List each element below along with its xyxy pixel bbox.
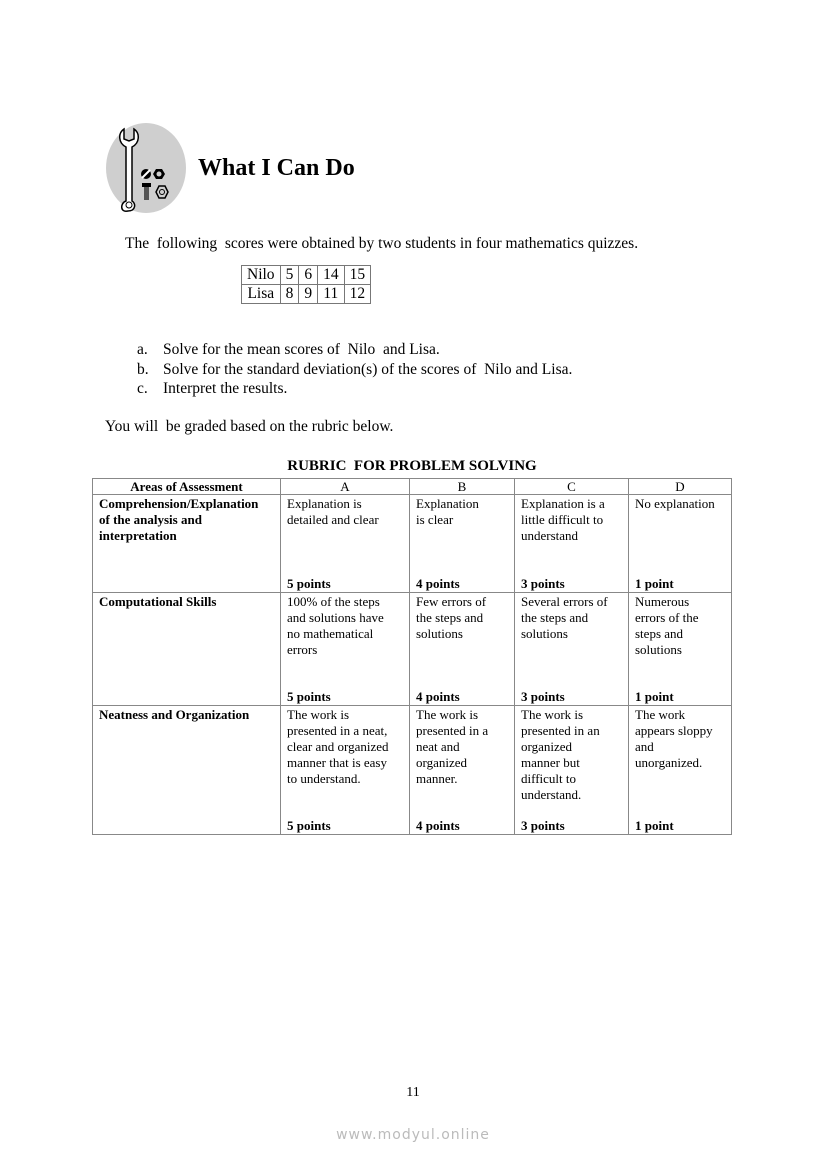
intro-text: The following scores were obtained by two students in four mathematics quizzes. bbox=[125, 235, 639, 252]
list-letter: c. bbox=[137, 380, 148, 397]
task-text: Solve for the standard deviation(s) of the scores of Nilo and Lisa. bbox=[163, 360, 573, 378]
criteria-text: The work appears sloppy and unorganized. bbox=[635, 707, 713, 770]
criteria-text: Numerous errors of the steps and solutions bbox=[635, 594, 699, 657]
points-label: 5 points bbox=[287, 576, 331, 591]
points-label: 1 point bbox=[635, 689, 674, 704]
list-item bbox=[137, 360, 572, 380]
score-cell: 5 bbox=[280, 266, 299, 285]
assessment-area: Computational Skills bbox=[93, 593, 281, 706]
points-label: 5 points bbox=[287, 818, 331, 833]
rubric-cell bbox=[281, 706, 410, 835]
rubric-row bbox=[93, 495, 732, 593]
rubric-cell bbox=[281, 593, 410, 706]
criteria-text: The work is presented in an organized manner but difficult to understand. bbox=[521, 707, 600, 802]
rubric-row bbox=[93, 706, 732, 835]
criteria-text: No explanation bbox=[635, 496, 715, 511]
points-label: 3 points bbox=[521, 689, 565, 704]
points-label: 5 points bbox=[287, 689, 331, 704]
rubric-cell bbox=[281, 495, 410, 593]
points-label: 4 points bbox=[416, 818, 460, 833]
rubric-cell bbox=[629, 706, 732, 835]
criteria-text: Few errors of the steps and solutions bbox=[416, 594, 487, 641]
criteria-text: Explanation is clear bbox=[416, 496, 479, 527]
grading-note: You will be graded based on the rubric below. bbox=[105, 418, 394, 435]
points-label: 3 points bbox=[521, 576, 565, 591]
criteria-text: The work is presented in a neat and organized manner. bbox=[416, 707, 489, 786]
criteria-text: Explanation is a little difficult to understand bbox=[521, 496, 605, 543]
page-number: 11 bbox=[406, 1085, 420, 1100]
points-label: 4 points bbox=[416, 689, 460, 704]
rubric-cell bbox=[410, 706, 515, 835]
rubric-header-cell: C bbox=[515, 479, 629, 495]
rubric-header-cell: A bbox=[281, 479, 410, 495]
criteria-text: Several errors of the steps and solutions bbox=[521, 594, 608, 641]
table-row bbox=[242, 266, 371, 285]
student-name: Nilo bbox=[242, 266, 281, 285]
rubric-table bbox=[92, 478, 732, 835]
section-title: What I Can Do bbox=[198, 155, 355, 181]
task-list bbox=[137, 340, 572, 399]
table-row bbox=[242, 285, 371, 304]
rubric-title: RUBRIC FOR PROBLEM SOLVING bbox=[287, 458, 537, 474]
rubric-row bbox=[93, 593, 732, 706]
assessment-area: Comprehension/Explanation of the analysis and interpretation bbox=[93, 495, 281, 593]
watermark: www.modyul.online bbox=[336, 1127, 490, 1143]
score-cell: 9 bbox=[299, 285, 318, 304]
score-cell: 12 bbox=[344, 285, 371, 304]
criteria-text: The work is presented in a neat, clear and organized manner that is easy to understand. bbox=[287, 707, 389, 786]
score-cell: 8 bbox=[280, 285, 299, 304]
list-item bbox=[137, 340, 572, 360]
points-label: 3 points bbox=[521, 818, 565, 833]
score-cell: 15 bbox=[344, 266, 371, 285]
scores-table bbox=[241, 265, 371, 304]
rubric-cell bbox=[515, 593, 629, 706]
task-text: Solve for the mean scores of Nilo and Lisa. bbox=[163, 341, 440, 358]
list-letter: b. bbox=[137, 360, 149, 378]
criteria-text: Explanation is detailed and clear bbox=[287, 496, 379, 527]
rubric-header-cell: D bbox=[629, 479, 732, 495]
rubric-cell bbox=[515, 706, 629, 835]
assessment-area: Neatness and Organization bbox=[93, 706, 281, 835]
rubric-cell bbox=[410, 593, 515, 706]
points-label: 1 point bbox=[635, 576, 674, 591]
rubric-cell bbox=[515, 495, 629, 593]
rubric-header-row bbox=[93, 479, 732, 495]
points-label: 4 points bbox=[416, 576, 460, 591]
score-cell: 6 bbox=[299, 266, 318, 285]
criteria-text: 100% of the steps and solutions have no mathematical errors bbox=[287, 594, 384, 657]
list-item bbox=[137, 379, 572, 399]
task-text: Interpret the results. bbox=[163, 380, 288, 397]
rubric-cell bbox=[629, 593, 732, 706]
score-cell: 14 bbox=[318, 266, 345, 285]
rubric-header-cell: B bbox=[410, 479, 515, 495]
rubric-header-cell: Areas of Assessment bbox=[93, 479, 281, 495]
score-cell: 11 bbox=[318, 285, 345, 304]
rubric-cell bbox=[629, 495, 732, 593]
list-letter: a. bbox=[137, 341, 148, 358]
student-name: Lisa bbox=[242, 285, 281, 304]
tools-icon bbox=[106, 123, 186, 213]
rubric-cell bbox=[410, 495, 515, 593]
points-label: 1 point bbox=[635, 818, 674, 833]
